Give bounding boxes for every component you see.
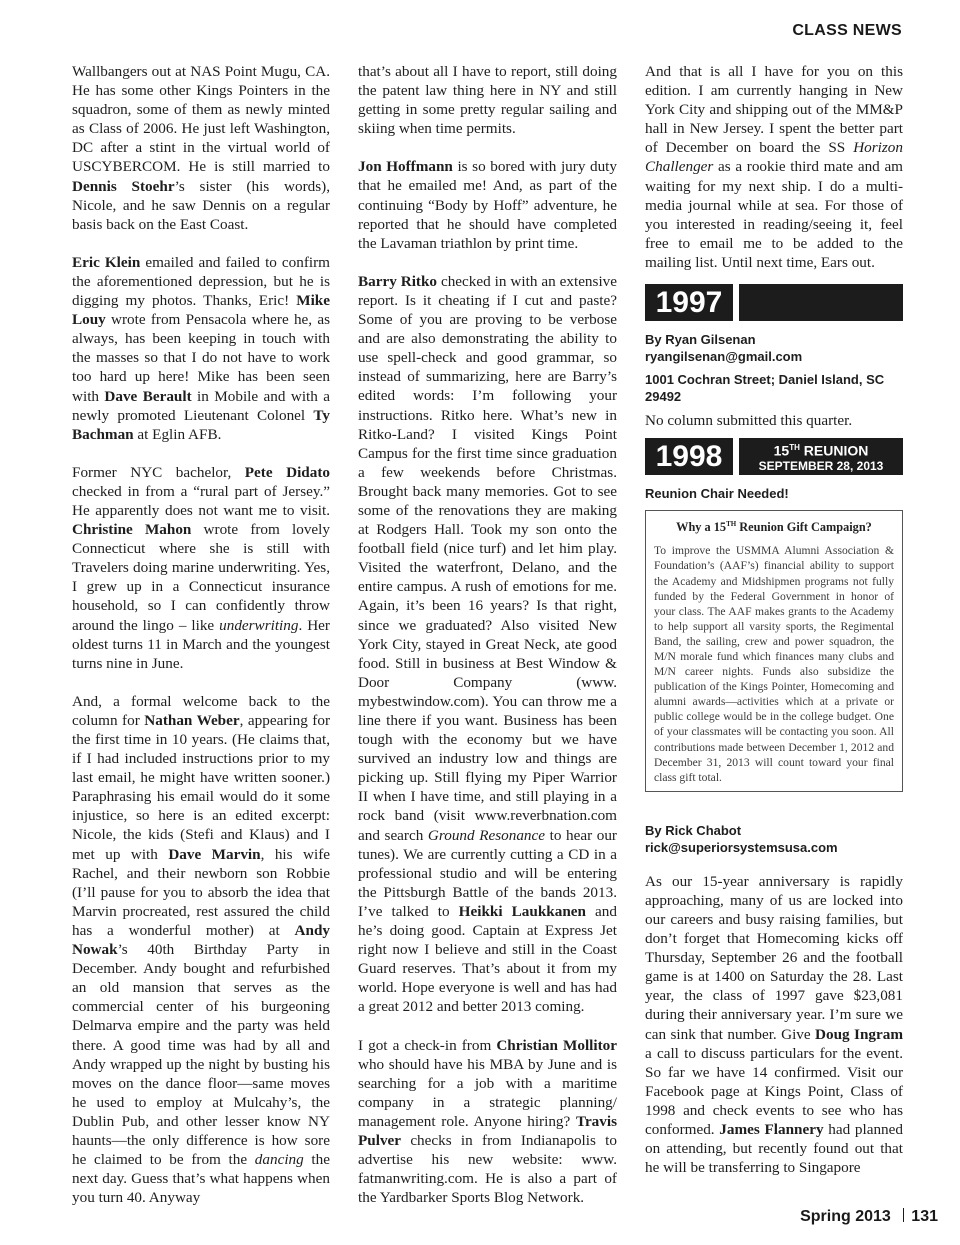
paragraph: As our 15-year anniversary is rapidly approaching, many of us are locked into our careers and busy raising families, but don’t forget that Homecoming kicks off Thursday, September 26 and the football game is at 1400 on Saturday the 28. Last year, the class of 1997 gave $23,081 during their anniversary year. I’m sure we can sink that number. Give Doug Ingram a call to discuss particulars for the event. So far we have 14 confirmed. Visit our Facebook page at Kings Point, Class of 1998 and check events to see who has conformed. James Flannery had planned on attending, but recently found out that he will be transferring to Singapore — [645, 872, 903, 1177]
gift-campaign-box — [645, 510, 903, 792]
reunion-chair-notice: Reunion Chair Needed! — [645, 486, 789, 502]
author-address: 1001 Cochran Street; Daniel Island, SC 29492 — [645, 372, 885, 405]
footer-divider — [903, 1208, 905, 1222]
paragraph: Former NYC bachelor, Pete Didato checked in from a “rural part of Jersey.” He apparently does not want me to visit. Christine Mahon wrote from lovely Connecticut where she is still with Travelers doing marine underwriting. Yes, I grew up in a Connecticut insurance household, so I can confidently throw around the lingo – like underwriting. Her oldest turns 11 in March and the youngest turns nine in June. — [72, 463, 330, 672]
author-email: rick@superiorsystemsusa.com — [645, 839, 838, 855]
paragraph: And, a formal welcome back to the column for Nathan Weber, appearing for the first time in 10 years. (He claims that, if I had included instructions prior to my last email, he might have written sooner.) Paraphrasing his email would do it some injustice, so here is an edited excerpt: Nicole, the kids (Stefi and Klaus) and I met up with Dave Marvin, his wife Rachel, and their newborn son Robbie (I’ll pause for you to absorb the idea that Marvin procreated, rest assured the child has a wonderful mother) at Andy Nowak’s 40th Birthday Party in December. Andy bought and refurbished an old mansion that serves as the commercial center of his burgeoning Delmarva empire and the party was held there. A good time was had by all and Andy wrapped up the night by busting his moves on the dance floor—same moves he used to employ at Mulcahy’s, the Dublin Pub, and other lesser know NY haunts—the only difference is how sore he claimed to be from the dancing the next day. Guess that’s what happens when you turn 40. Anyway — [72, 692, 330, 1207]
year-banner-1998 — [645, 438, 903, 475]
year-banner-1997 — [645, 284, 903, 321]
section-header: CLASS NEWS — [792, 22, 902, 39]
author-byline: By Rick Chabot — [645, 822, 742, 838]
issue-label: Spring 2013 — [800, 1208, 891, 1225]
paragraph: that’s about all I have to report, still doing the patent law thing here in NY and still getting in some pretty regular sailing and skiing when time permits. — [358, 63, 617, 138]
paragraph: Jon Hoffmann is so bored with jury duty that he emailed me! And, as part of the continuing “Body by Hoff” adventure, he reported that he should have completed the Lavaman triathlon by print time. — [358, 158, 617, 252]
paragraph: And that is all I have for you on this edition. I am currently hanging in New York City and shipping out of the MM&P hall in New Jersey. I spent the better part of December on board the SS Horizon Challenger as a rookie third mate and am waiting for my next ship. I do a multi-media journal while at sea. For those of you interested in reading/seeing it, feel free to email me to be added to the mailing list. Until next time, Ears out. — [645, 63, 903, 271]
column-3 — [645, 62, 903, 1196]
paragraph: Eric Klein emailed and failed to confirm the aforementioned depression, but he is digging my photos. Thanks, Eric! Mike Louy wrote from Pensacola where he, as always, has been keeping in touch with the masses so that I do not have to work too hard up here! Mike has been seen with Dave Berault in Mobile and with a newly promoted Lieutenant Colonel Ty Bachman at Eglin AFB. — [72, 253, 330, 443]
paragraph: No column submitted this quarter. — [645, 412, 853, 430]
column-2 — [358, 62, 617, 1226]
author-byline: By Ryan Gilsenan — [645, 332, 756, 348]
page-footer — [800, 1208, 938, 1226]
box-title: Why a 15TH Reunion Gift Campaign? — [676, 520, 872, 535]
reunion-date: SEPTEMBER 28, 2013 — [758, 458, 884, 473]
banner-fill — [739, 284, 903, 321]
paragraph: Barry Ritko checked in with an extensive report. Is it cheating if I cut and paste? Some of you are proving to be verbose and are also demonstrating the ability to use spell-check and good grammar, so instead of summarizing, here are Barry’s edited words: I’m following your instructions. Ritko here. What’s new in Ritko-Land? I visited Kings Point Campus for the first time since graduation a few weekends before Christmas. Brought back many memories. Got to see some of the renovations they are making at Rodgers Hall. Took my son onto the football field (nice turf) and let him play. Visited the waterfront, Delano, and the entire campus. A rush of emotions for me. Again, it’s been 16 years? Is that right, since we graduated? Also visited New York City, stayed in Great Neck, ate good food. Still in business at Best Window & Door Company (www. mybestwindow.com). You can throw me a line there if you want. Business has been tough with the economy but we have survived an industry low and things are picking up. Still flying my Piper Warrior II when I have time, and still playing in a rock band (visit www.reverbnation.com and search Ground Resonance to hear our tunes). We are currently cutting a CD in a professional studio and will be entering the Pittsburgh Battle of the bands 2013. I’ve talked to Heikki Laukkanen and he’s doing good. Captain at Express Jet right now I believe and still in the Coast Guard reserves. That’s about it from my world. Hope everyone is well and has had a great 2012 and better 2013 coming. — [358, 272, 617, 1016]
year-label: 1997 — [645, 284, 733, 321]
paragraph: I got a check-in from Christian Mollitor who should have his MBA by June and is searching for a job with a maritime company in a strategic planning/ management role. Anyone hiring? Travis Pulver checks in from Indianapolis to advertise his new website: www. fatmanwriting.com. He is also a part of the Yardbarker Sports Blog Network. — [358, 1036, 617, 1207]
page-number: 131 — [911, 1208, 938, 1225]
reunion-banner: 15TH REUNION SEPTEMBER 28, 2013 — [739, 438, 903, 475]
year-label: 1998 — [645, 438, 733, 475]
box-text: To improve the USMMA Alumni Association & Foundation’s (AAF’s) financial ability to support the Academy and Midshipmen programs not fully funded by the Federal Government in honor of your class. The AAF makes grants to the Academy to help support all varsity sports, the Regimental Band, the sailing, crew and power squadron, the M/N morale fund which finances many clubs and M/N career nights. Funds also subsidize the publication of the Kings Pointer, Homecoming and alumni awards—activities which at a private or public college would be in the college budget. One of your classmates will be contacting you soon. All contributions made between December 1, 2012 and December 31, 2013 will count toward your final class gift total. — [654, 544, 894, 784]
paragraph: Wallbangers out at NAS Point Mugu, CA. He has some other Kings Pointers in the squadron, some of them as newly minted as Class of 2006. He just left Washington, DC after a stint in the virtual world of USCYBERCOM. He is still married to Dennis Stoehr’s sister (his words), Nicole, and he saw Dennis on a regular basis back on the East Coast. — [72, 63, 331, 233]
author-email: ryangilsenan@gmail.com — [645, 349, 803, 365]
column-1 — [72, 62, 330, 1226]
